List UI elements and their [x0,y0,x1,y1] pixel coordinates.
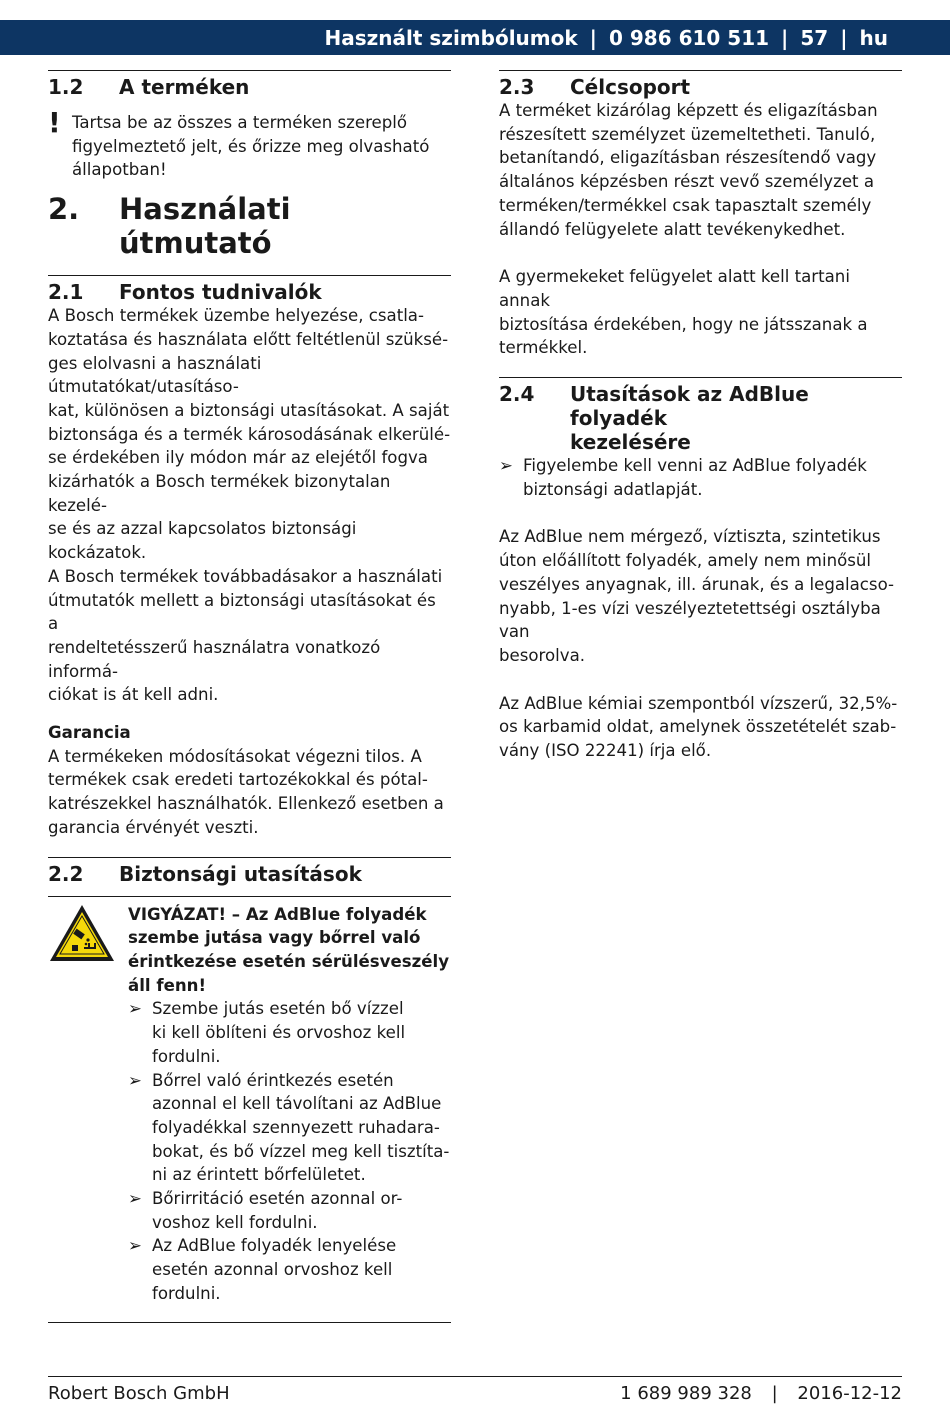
arrow-bullet-icon: ➢ [128,1236,142,1256]
section-2-3-body: A terméket kizárólag képzett és eligazításban részesített személyzet üzemeltetheti. Tanuló, betanítandó, eligazításban részesítendő vagy általános képzésben részt vevő személyzet a terméken/termékkel csak tapasztalt személy állandó felügyelete alatt tevékenykedhet. [499,101,878,239]
divider [48,1322,451,1323]
right-column [499,70,902,763]
footer-company: Robert Bosch GmbH [48,1383,230,1404]
section-2-3-body-2: A gyermekeket felügyelet alatt kell tartani annak biztosítása érdekében, hogy ne játsszanak a termékkel. [499,267,868,358]
divider [499,70,902,71]
list-item: ➢ Szembe jutás esetén bő vízzel ki kell öblíteni és orvoshoz kell fordulni. [128,997,449,1068]
divider [499,377,902,378]
arrow-bullet-icon: ➢ [128,1189,142,1209]
header-doc-number: 0 986 610 511 [608,25,770,50]
warning-box: VIGYÁZAT! – Az AdBlue folyadék szembe jutása vagy bőrrel való érintkezése esetén sérülésveszély áll fenn! ➢ Szembe jutás esetén bő vízzel ki kell öblíteni és orvoshoz kell fordulni. ➢ Bőrrel való érintkezés esetén azonnal el kell távolítani az AdBlue folyadékkal szennyezett ruhadara- bokat, és bő vízzel meg kell tisztíta- ni az érintett bőrfelületet. ➢ Bőrirritáció esetén azonnal or- voshoz kell fordulni. ➢ Az AdBlue folyadék lenyelése esetén azonnal orvoshoz kell fordulni. [48,897,451,1306]
arrow-bullet-icon: ➢ [128,999,142,1019]
divider [48,275,451,276]
exclamation-icon: ! [48,106,61,139]
garancia-block: Garancia A termékeken módosításokat végezni tilos. A termékek csak eredeti tartozékokkal és pótal- katrészekkel használhatók. Ellenkező esetben a garancia érvényét veszti. [48,721,451,840]
section-2-4-body: Az AdBlue nem mérgező, víztiszta, szintetikus úton előállított folyadék, amely nem minősül veszélyes anyagnak, ill. árunak, és a legalacso- nyabb, 1-es vízi veszélyeztetettségi osztályba van besorolva. [499,527,895,665]
section-2-4-heading: 2.4 Utasítások az AdBlue folyadék kezelésére [499,382,809,455]
left-column [48,70,451,1323]
arrow-bullet-icon: ➢ [499,456,513,476]
divider [48,70,451,71]
divider [48,857,451,858]
list-item: ➢ Bőrirritáció esetén azonnal or- voshoz kell fordulni. [128,1187,449,1234]
header-section: Használt szimbólumok [324,25,578,50]
page-footer: Robert Bosch GmbH 1 689 989 328 | 2016-12-12 [48,1376,902,1404]
warning-bullet-list [128,997,449,1305]
warning-title: VIGYÁZAT! – Az AdBlue folyadék [128,904,427,924]
section-2-4-body-2: Az AdBlue kémiai szempontból vízszerű, 32,5%- os karbamid oldat, amelynek összetételét szab- vány (ISO 22241) írja elő. [499,693,898,761]
header-language: hu [859,25,888,50]
list-item: ➢ Bőrrel való érintkezés esetén azonnal el kell távolítani az AdBlue folyadékkal szennyezett ruhadara- bokat, és bő vízzel meg kell tisztíta- ni az érintett bőrfelületet. [128,1069,449,1188]
section-1-2-heading: 1.2 A terméken [48,75,250,99]
footer-date: 2016-12-12 [797,1383,902,1404]
list-item: ➢ Figyelembe kell venni az AdBlue folyadék biztonsági adatlapját. [499,454,902,501]
header-page-number: 57 [800,25,829,50]
footer-doc-id: 1 689 989 328 [620,1383,752,1404]
section-2-4-bullet-list [499,454,902,501]
chapter-2-heading: 2. Használati útmutató [48,192,291,261]
section-2-3-heading: 2.3 Célcsoport [499,75,691,99]
list-item: ➢ Az AdBlue folyadék lenyelése esetén azonnal orvoshoz kell fordulni. [128,1234,449,1305]
section-2-2-heading: 2.2 Biztonsági utasítások [48,861,362,886]
hazard-warning-icon [48,903,116,965]
garancia-title: Garancia [48,723,131,743]
section-2-1-body: A Bosch termékek üzembe helyezése, csatla- koztatása és használata előtt feltétlenül szüksé- ges elolvasni a használati útmutatókat/utasításo- kat, különösen a biztonsági utasításokat. A saját biztonsága és a termék károsodásának elkerülé- se érdekében ily módon már az elejétől fogva kizárhatók a Bosch termékek bizonytalan kezelé- se és az azzal kapcsolatos biztonsági kockázatok. A Bosch termékek továbbadásakor a használati útmutatók mellett a biztonsági utasításokat és a rendeltetésszerű használatra vonatkozó informá- ciókat is át kell adni. [48,306,451,705]
page-header: Használt szimbólumok | 0 986 610 511 | 57 | hu [0,20,950,55]
section-2-1-heading: 2.1 Fontos tudnivalók [48,280,322,305]
arrow-bullet-icon: ➢ [128,1070,142,1090]
product-notice: ! Tartsa be az összes a terméken szereplő figyelmeztető jelt, és őrizze meg olvasható állapotban! [48,111,451,182]
